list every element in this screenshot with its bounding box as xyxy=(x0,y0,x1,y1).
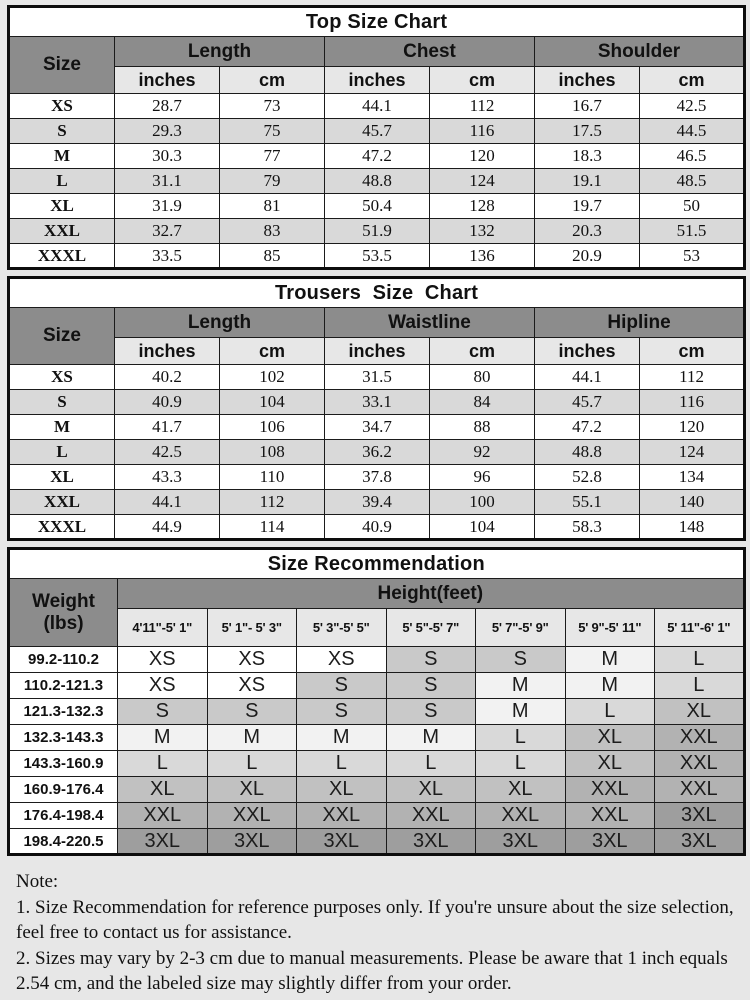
value-cell: 40.2 xyxy=(115,365,220,390)
value-cell: 17.5 xyxy=(535,119,640,144)
recommended-size-cell: XXL xyxy=(386,803,476,829)
unit-header-cm: cm xyxy=(640,67,745,94)
size-cell: XXXL xyxy=(9,515,115,540)
value-cell: 124 xyxy=(430,169,535,194)
size-cell: XXXL xyxy=(9,244,115,269)
height-range-header: 5' 1"- 5' 3" xyxy=(207,609,297,647)
value-cell: 47.2 xyxy=(535,415,640,440)
value-cell: 45.7 xyxy=(325,119,430,144)
value-cell: 46.5 xyxy=(640,144,745,169)
recommended-size-cell: XS xyxy=(118,673,208,699)
value-cell: 88 xyxy=(430,415,535,440)
value-cell: 58.3 xyxy=(535,515,640,540)
recommended-size-cell: L xyxy=(118,751,208,777)
value-cell: 81 xyxy=(220,194,325,219)
value-cell: 33.5 xyxy=(115,244,220,269)
recommended-size-cell: S xyxy=(386,673,476,699)
recommended-size-cell: S xyxy=(476,647,566,673)
note-line-2: 2. Sizes may vary by 2-3 cm due to manual measurements. Please be aware that 1 inch equals 2.54 cm, and the labeled size may slightly differ from your order. xyxy=(16,947,728,994)
recommended-size-cell: M xyxy=(386,725,476,751)
table-row xyxy=(9,673,745,699)
table-row xyxy=(9,609,745,647)
value-cell: 28.7 xyxy=(115,94,220,119)
unit-header-inches: inches xyxy=(325,338,430,365)
value-cell: 132 xyxy=(430,219,535,244)
value-cell: 73 xyxy=(220,94,325,119)
value-cell: 33.1 xyxy=(325,390,430,415)
weight-range-cell: 121.3-132.3 xyxy=(9,699,118,725)
value-cell: 36.2 xyxy=(325,440,430,465)
recommended-size-cell: XXL xyxy=(565,777,655,803)
weight-header-line2: (lbs) xyxy=(43,612,84,634)
size-cell: XS xyxy=(9,94,115,119)
value-cell: 148 xyxy=(640,515,745,540)
recommended-size-cell: 3XL xyxy=(476,829,566,855)
unit-header-cm: cm xyxy=(220,67,325,94)
recommended-size-cell: S xyxy=(386,647,476,673)
size-cell: XL xyxy=(9,194,115,219)
value-cell: 16.7 xyxy=(535,94,640,119)
recommended-size-cell: S xyxy=(297,673,387,699)
value-cell: 20.3 xyxy=(535,219,640,244)
value-cell: 48.8 xyxy=(325,169,430,194)
value-cell: 41.7 xyxy=(115,415,220,440)
table-row xyxy=(9,579,745,609)
value-cell: 85 xyxy=(220,244,325,269)
size-cell: XXL xyxy=(9,490,115,515)
recommended-size-cell: XL xyxy=(297,777,387,803)
unit-header-cm: cm xyxy=(430,338,535,365)
table-row xyxy=(9,515,745,540)
value-cell: 44.1 xyxy=(535,365,640,390)
value-cell: 140 xyxy=(640,490,745,515)
recommended-size-cell: 3XL xyxy=(655,829,745,855)
recommended-size-cell: XL xyxy=(655,699,745,725)
weight-header-line1: Weight xyxy=(32,590,95,612)
value-cell: 19.1 xyxy=(535,169,640,194)
table-row xyxy=(9,365,745,390)
value-cell: 128 xyxy=(430,194,535,219)
value-cell: 134 xyxy=(640,465,745,490)
value-cell: 34.7 xyxy=(325,415,430,440)
weight-range-cell: 198.4-220.5 xyxy=(9,829,118,855)
recommended-size-cell: XS xyxy=(118,647,208,673)
table-row xyxy=(9,415,745,440)
size-cell: L xyxy=(9,440,115,465)
recommended-size-cell: L xyxy=(565,699,655,725)
recommended-size-cell: XXL xyxy=(207,803,297,829)
height-range-header: 4'11"-5' 1" xyxy=(118,609,208,647)
size-cell: XS xyxy=(9,365,115,390)
size-cell: M xyxy=(9,144,115,169)
table-row xyxy=(9,338,745,365)
value-cell: 106 xyxy=(220,415,325,440)
weight-range-cell: 99.2-110.2 xyxy=(9,647,118,673)
value-cell: 116 xyxy=(640,390,745,415)
unit-header-cm: cm xyxy=(430,67,535,94)
table-row xyxy=(9,829,745,855)
value-cell: 45.7 xyxy=(535,390,640,415)
value-cell: 108 xyxy=(220,440,325,465)
recommended-size-cell: L xyxy=(655,673,745,699)
recommended-size-cell: 3XL xyxy=(655,803,745,829)
value-cell: 112 xyxy=(220,490,325,515)
value-cell: 42.5 xyxy=(640,94,745,119)
recommended-size-cell: XXL xyxy=(476,803,566,829)
size-column-header: Size xyxy=(9,37,115,94)
value-cell: 79 xyxy=(220,169,325,194)
note-label: Note: xyxy=(16,871,59,892)
unit-header-inches: inches xyxy=(325,67,430,94)
recommended-size-cell: XXL xyxy=(655,751,745,777)
unit-header-cm: cm xyxy=(640,338,745,365)
value-cell: 40.9 xyxy=(325,515,430,540)
value-cell: 20.9 xyxy=(535,244,640,269)
value-cell: 75 xyxy=(220,119,325,144)
unit-header-inches: inches xyxy=(115,338,220,365)
recommended-size-cell: L xyxy=(655,647,745,673)
value-cell: 112 xyxy=(640,365,745,390)
table-row xyxy=(9,390,745,415)
recommended-size-cell: 3XL xyxy=(386,829,476,855)
size-cell: S xyxy=(9,390,115,415)
height-range-header: 5' 7"-5' 9" xyxy=(476,609,566,647)
value-cell: 19.7 xyxy=(535,194,640,219)
recommended-size-cell: XS xyxy=(207,673,297,699)
trousers-size-chart-table xyxy=(7,276,746,541)
value-cell: 104 xyxy=(430,515,535,540)
value-cell: 44.5 xyxy=(640,119,745,144)
value-cell: 77 xyxy=(220,144,325,169)
shoulder-group-header: Shoulder xyxy=(535,37,745,67)
recommended-size-cell: L xyxy=(476,751,566,777)
height-range-header: 5' 11"-6' 1" xyxy=(655,609,745,647)
value-cell: 120 xyxy=(430,144,535,169)
weight-range-cell: 110.2-121.3 xyxy=(9,673,118,699)
recommended-size-cell: XS xyxy=(207,647,297,673)
value-cell: 83 xyxy=(220,219,325,244)
recommended-size-cell: 3XL xyxy=(565,829,655,855)
value-cell: 30.3 xyxy=(115,144,220,169)
recommended-size-cell: XL xyxy=(207,777,297,803)
table-row xyxy=(9,219,745,244)
value-cell: 84 xyxy=(430,390,535,415)
recommended-size-cell: XL xyxy=(476,777,566,803)
table-row xyxy=(9,244,745,269)
recommended-size-cell: L xyxy=(476,725,566,751)
value-cell: 29.3 xyxy=(115,119,220,144)
weight-range-cell: 176.4-198.4 xyxy=(9,803,118,829)
table-row xyxy=(9,7,745,37)
table-row xyxy=(9,490,745,515)
value-cell: 50.4 xyxy=(325,194,430,219)
value-cell: 136 xyxy=(430,244,535,269)
recommended-size-cell: M xyxy=(207,725,297,751)
table-row xyxy=(9,278,745,308)
size-column-header: Size xyxy=(9,308,115,365)
value-cell: 53.5 xyxy=(325,244,430,269)
length-group-header: Length xyxy=(115,37,325,67)
recommended-size-cell: XL xyxy=(565,751,655,777)
height-range-header: 5' 5"-5' 7" xyxy=(386,609,476,647)
recommended-size-cell: M xyxy=(565,673,655,699)
recommended-size-cell: XL xyxy=(565,725,655,751)
table-row xyxy=(9,803,745,829)
value-cell: 116 xyxy=(430,119,535,144)
value-cell: 51.9 xyxy=(325,219,430,244)
recommended-size-cell: M xyxy=(118,725,208,751)
trousers-chart-title: Trousers Size Chart xyxy=(9,278,745,308)
size-cell: XL xyxy=(9,465,115,490)
value-cell: 80 xyxy=(430,365,535,390)
value-cell: 102 xyxy=(220,365,325,390)
recommended-size-cell: 3XL xyxy=(297,829,387,855)
table-row xyxy=(9,440,745,465)
weight-range-cell: 143.3-160.9 xyxy=(9,751,118,777)
size-cell: S xyxy=(9,119,115,144)
recommended-size-cell: S xyxy=(118,699,208,725)
recommended-size-cell: M xyxy=(297,725,387,751)
table-row xyxy=(9,144,745,169)
length-group-header: Length xyxy=(115,308,325,338)
table-row xyxy=(9,465,745,490)
recommended-size-cell: M xyxy=(565,647,655,673)
value-cell: 52.8 xyxy=(535,465,640,490)
note-line-1: 1. Size Recommendation for reference purposes only. If you're unsure about the size selection, feel free to contact us for assistance. xyxy=(16,896,734,943)
value-cell: 51.5 xyxy=(640,219,745,244)
recommended-size-cell: L xyxy=(207,751,297,777)
hipline-group-header: Hipline xyxy=(535,308,745,338)
table-row xyxy=(9,725,745,751)
value-cell: 110 xyxy=(220,465,325,490)
value-cell: 92 xyxy=(430,440,535,465)
size-cell: XXL xyxy=(9,219,115,244)
waistline-group-header: Waistline xyxy=(325,308,535,338)
table-row xyxy=(9,549,745,579)
top-chart-title: Top Size Chart xyxy=(9,7,745,37)
top-size-chart-table xyxy=(7,5,746,270)
value-cell: 39.4 xyxy=(325,490,430,515)
recommended-size-cell: S xyxy=(386,699,476,725)
value-cell: 47.2 xyxy=(325,144,430,169)
value-cell: 31.1 xyxy=(115,169,220,194)
recommended-size-cell: XXL xyxy=(565,803,655,829)
table-row xyxy=(9,37,745,67)
value-cell: 104 xyxy=(220,390,325,415)
value-cell: 112 xyxy=(430,94,535,119)
table-row xyxy=(9,94,745,119)
table-row xyxy=(9,751,745,777)
unit-header-cm: cm xyxy=(220,338,325,365)
unit-header-inches: inches xyxy=(115,67,220,94)
size-recommendation-table xyxy=(7,547,746,856)
table-row xyxy=(9,777,745,803)
value-cell: 18.3 xyxy=(535,144,640,169)
value-cell: 100 xyxy=(430,490,535,515)
recommended-size-cell: S xyxy=(297,699,387,725)
recommended-size-cell: 3XL xyxy=(118,829,208,855)
value-cell: 55.1 xyxy=(535,490,640,515)
weight-range-cell: 160.9-176.4 xyxy=(9,777,118,803)
table-row xyxy=(9,67,745,94)
recommended-size-cell: S xyxy=(207,699,297,725)
value-cell: 120 xyxy=(640,415,745,440)
value-cell: 48.5 xyxy=(640,169,745,194)
weight-column-header xyxy=(9,579,118,647)
value-cell: 37.8 xyxy=(325,465,430,490)
recommended-size-cell: L xyxy=(386,751,476,777)
height-group-header: Height(feet) xyxy=(118,579,745,609)
table-row xyxy=(9,308,745,338)
value-cell: 53 xyxy=(640,244,745,269)
value-cell: 114 xyxy=(220,515,325,540)
table-row xyxy=(9,119,745,144)
value-cell: 40.9 xyxy=(115,390,220,415)
table-row xyxy=(9,194,745,219)
table-row xyxy=(9,169,745,194)
unit-header-inches: inches xyxy=(535,67,640,94)
size-cell: L xyxy=(9,169,115,194)
note-section xyxy=(7,862,743,997)
value-cell: 48.8 xyxy=(535,440,640,465)
weight-range-cell: 132.3-143.3 xyxy=(9,725,118,751)
value-cell: 96 xyxy=(430,465,535,490)
value-cell: 124 xyxy=(640,440,745,465)
height-range-header: 5' 3"-5' 5" xyxy=(297,609,387,647)
value-cell: 42.5 xyxy=(115,440,220,465)
value-cell: 32.7 xyxy=(115,219,220,244)
recommended-size-cell: XXL xyxy=(655,725,745,751)
recommended-size-cell: XS xyxy=(297,647,387,673)
recommended-size-cell: 3XL xyxy=(207,829,297,855)
value-cell: 44.9 xyxy=(115,515,220,540)
recommended-size-cell: M xyxy=(476,699,566,725)
table-row xyxy=(9,699,745,725)
recommended-size-cell: XL xyxy=(386,777,476,803)
recommended-size-cell: XL xyxy=(118,777,208,803)
recommendation-title: Size Recommendation xyxy=(9,549,745,579)
value-cell: 31.5 xyxy=(325,365,430,390)
value-cell: 44.1 xyxy=(115,490,220,515)
recommended-size-cell: XXL xyxy=(655,777,745,803)
value-cell: 31.9 xyxy=(115,194,220,219)
table-row xyxy=(9,647,745,673)
chest-group-header: Chest xyxy=(325,37,535,67)
recommended-size-cell: XXL xyxy=(118,803,208,829)
recommended-size-cell: XXL xyxy=(297,803,387,829)
recommended-size-cell: L xyxy=(297,751,387,777)
value-cell: 43.3 xyxy=(115,465,220,490)
height-range-header: 5' 9"-5' 11" xyxy=(565,609,655,647)
recommended-size-cell: M xyxy=(476,673,566,699)
unit-header-inches: inches xyxy=(535,338,640,365)
size-cell: M xyxy=(9,415,115,440)
value-cell: 50 xyxy=(640,194,745,219)
value-cell: 44.1 xyxy=(325,94,430,119)
